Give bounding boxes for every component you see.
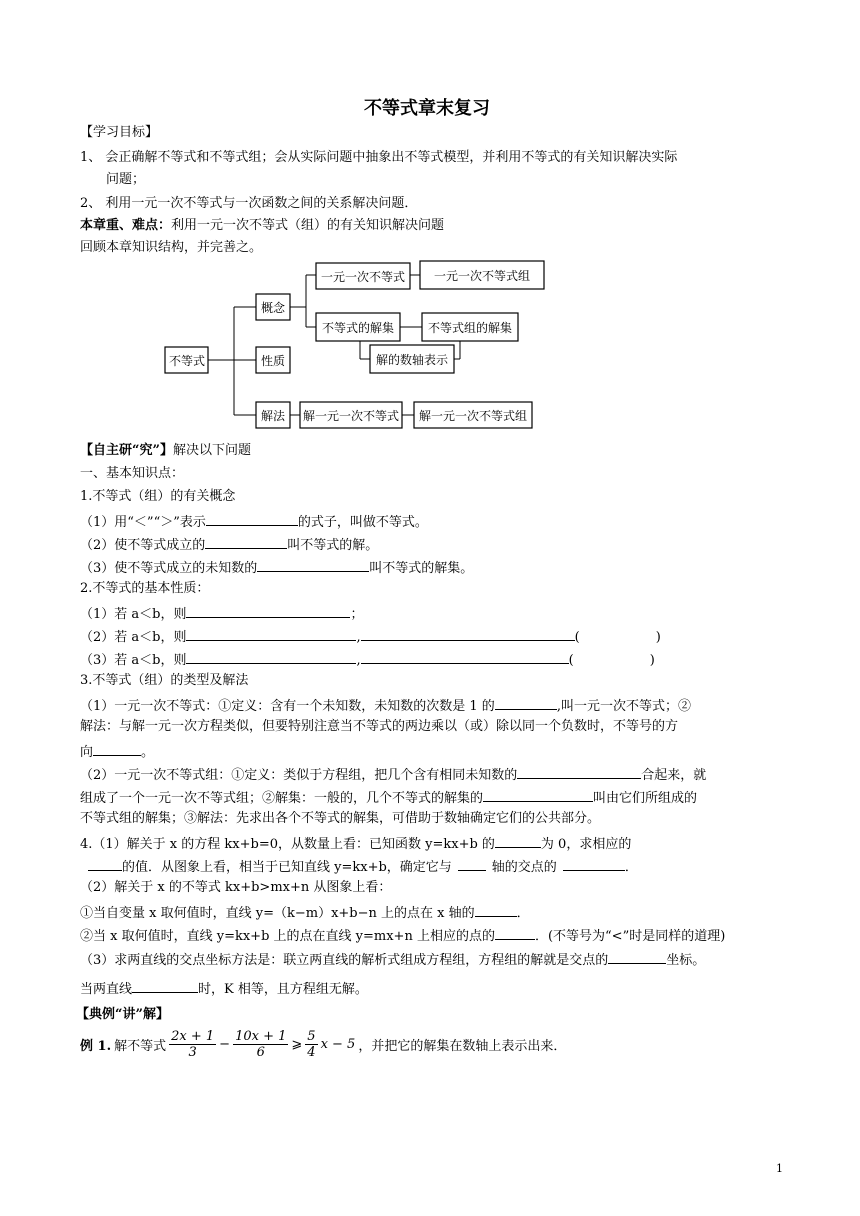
s3-2-line-1 [80, 764, 706, 785]
diagram-root: 不等式 [168, 354, 206, 368]
fraction-3-numerator: 5 [307, 1029, 316, 1044]
page-title: 不等式章末复习 [364, 98, 490, 119]
s4-line-2 [88, 856, 638, 877]
blank[interactable] [608, 949, 666, 964]
s2-item-1 [80, 603, 364, 624]
s1-item-2 [80, 534, 378, 555]
blank[interactable] [458, 856, 486, 871]
diagram-solution-set: 不等式的解集 [321, 321, 395, 335]
s3-1-line-1-a: （1）一元一次不等式：①定义：含有一个未知数，未知数的次数是 1 的 [80, 699, 495, 714]
s2-item-3-rparen: ) [649, 653, 655, 668]
s1-item-3-a: （3）使不等式成立的未知数的 [80, 561, 258, 576]
s2-item-2-lparen: ( [574, 630, 580, 645]
example-1 [80, 1029, 566, 1060]
key-points [80, 217, 444, 235]
s4-line-1-b: 为 0，求相应的 [540, 837, 632, 852]
blank[interactable] [563, 856, 625, 871]
s4-3 [80, 949, 705, 970]
s1-item-3 [80, 557, 473, 578]
s2-item-3-a: （3）若 a＜b，则 [80, 653, 187, 668]
diagram-property: 性质 [260, 354, 286, 368]
diagram-solve-sys: 解一元一次不等式组 [418, 409, 528, 423]
self-study-header [80, 442, 251, 460]
fraction-2-numerator: 10x + 1 [235, 1029, 287, 1044]
s1-item-2-a: （2）使不等式成立的 [80, 538, 206, 553]
fraction-1-numerator: 2x + 1 [171, 1029, 215, 1044]
section-2-heading: 2.不等式的基本性质： [80, 581, 210, 596]
blank[interactable] [495, 833, 541, 848]
s2-item-2-rparen: ) [655, 630, 661, 645]
s1-item-2-b: 叫不等式的解。 [287, 538, 379, 553]
minus-sign: − [219, 1037, 231, 1052]
page-number: 1 [776, 1162, 783, 1175]
blank[interactable] [257, 557, 369, 572]
example-1-pre: 解不等式 [114, 1039, 167, 1054]
blank[interactable] [93, 741, 141, 756]
s3-2-line-2 [80, 787, 697, 808]
diagram-ineq1: 一元一次不等式 [320, 270, 406, 284]
goal-1-line-1: 1、 会正确解不等式和不等式组；会从实际问题中抽象出不等式模型，并利用不等式的有关知识解决实际 [80, 150, 678, 165]
s3-2-line-1-b: 合起来，就 [641, 768, 707, 783]
s3-1-line-2: 解法：与解一元一次方程类似，但要特别注意当不等式的两边乘以（或）除以同一个负数时，不等号的方 [80, 719, 679, 734]
s3-2-line-3: 不等式组的解集；③解法：先求出各个不等式的解集，可借助于数轴确定它们的公共部分。 [80, 811, 601, 826]
s4-2-heading: （2）解关于 x 的不等式 kx+b>mx+n 从图象上看： [80, 880, 392, 895]
blank[interactable] [495, 695, 557, 710]
diagram-numberline: 解的数轴表示 [375, 353, 449, 367]
s2-item-3-lparen: ( [568, 653, 574, 668]
s4-2-item-1 [80, 902, 530, 923]
goal-1-line-2: 问题； [106, 172, 146, 187]
s2-item-2 [80, 626, 661, 647]
s2-item-1-b: ； [350, 607, 364, 622]
section-1-heading: 1.不等式（组）的有关概念 [80, 489, 236, 504]
goal-2: 2、 利用一元一次不等式与一次函数之间的关系解决问题． [80, 196, 418, 211]
s3-1-line-3 [80, 741, 154, 762]
example-1-label: 例 1. [80, 1039, 112, 1054]
self-study-title: 【自主研“究”】 [80, 443, 173, 458]
s4-line-2-c: ． [624, 860, 638, 875]
s2-item-3 [80, 649, 655, 670]
fraction-3-denominator: 4 [307, 1045, 316, 1060]
s2-item-1-a: （1）若 a＜b，则 [80, 607, 187, 622]
s4-2-item-2-a: ②当 x 取何值时，直线 y=kx+b 上的点在直线 y=mx+n 上相应的点的 [80, 929, 495, 944]
s3-1-line-3-a: 向 [80, 745, 94, 760]
diagram-concept: 概念 [260, 301, 286, 315]
s4-line-1 [80, 833, 631, 854]
s1-item-3-b: 叫不等式的解集。 [369, 561, 474, 576]
goals-header: 【学习目标】 [80, 125, 159, 140]
examples-header: 【典例“讲”解】 [76, 1007, 169, 1022]
blank[interactable] [205, 534, 287, 549]
s2-item-3-comma: , [356, 653, 361, 668]
s4-3-b: 坐标。 [666, 953, 706, 968]
diagram-ineq-sys: 一元一次不等式组 [433, 269, 531, 283]
key-points-text: 利用一元一次不等式（组）的有关知识解决问题 [171, 218, 445, 233]
blank[interactable] [517, 764, 641, 779]
blank[interactable] [186, 649, 356, 664]
fraction-3 [305, 1029, 317, 1060]
knowledge-structure-diagram [160, 255, 560, 440]
s4-line-2-a: 的值．从图象上看，相当于已知直线 y=kx+b，确定它与 [122, 860, 452, 875]
s4-2-item-2-b: ．(不等号为“<”时是同样的道理) [534, 929, 726, 944]
blank[interactable] [483, 787, 593, 802]
s4-4 [80, 978, 368, 999]
s2-item-2-comma: , [356, 630, 361, 645]
geq-sign: ⩾ [291, 1037, 303, 1052]
fraction-2 [233, 1029, 288, 1060]
s3-1-line-1 [80, 695, 691, 716]
review-text: 回顾本章知识结构，并完善之。 [80, 240, 263, 255]
s3-2-line-2-b: 叫由它们所组成的 [593, 791, 698, 806]
section-3-heading: 3.不等式（组）的类型及解法 [80, 673, 249, 688]
key-points-label: 本章重、难点： [80, 218, 172, 233]
fraction-1 [169, 1029, 216, 1060]
s1-item-1-b: 的式子，叫做不等式。 [297, 515, 428, 530]
blank[interactable] [186, 603, 350, 618]
blank[interactable] [361, 649, 569, 664]
s4-3-a: （3）求两直线的交点坐标方法是：联立两直线的解析式组成方程组，方程组的解就是交点的 [80, 953, 609, 968]
s2-item-2-a: （2）若 a＜b，则 [80, 630, 187, 645]
s4-line-2-b: 轴的交点的 [491, 860, 557, 875]
diagram-sys-solution-set: 不等式组的解集 [427, 321, 513, 335]
s3-2-line-2-a: 组成了一个一元一次不等式组；②解集：一般的，几个不等式的解集的 [80, 791, 484, 806]
s4-2-item-1-b: ． [516, 906, 530, 921]
s4-line-1-a: 4.（1）解关于 x 的方程 kx+b=0，从数量上看：已知函数 y=kx+b 的 [80, 837, 495, 852]
s1-item-1-a: （1）用“＜”“＞”表示 [80, 515, 206, 530]
s1-item-1 [80, 511, 428, 532]
blank[interactable] [88, 856, 122, 871]
s4-4-a: 当两直线 [80, 982, 133, 997]
blank[interactable] [495, 925, 535, 940]
rhs-tail: x − 5 [320, 1037, 356, 1052]
s3-2-line-1-a: （2）一元一次不等式组：①定义：类似于方程组，把几个含有相同未知数的 [80, 768, 518, 783]
blank[interactable] [475, 902, 517, 917]
diagram-method: 解法 [260, 409, 286, 423]
s3-1-line-3-b: 。 [141, 745, 155, 760]
s4-2-item-2 [80, 925, 725, 946]
s4-2-item-1-a: ①当自变量 x 取何值时，直线 y=（k−m）x+b−n 上的点在 x 轴的 [80, 906, 475, 921]
blank[interactable] [206, 511, 298, 526]
fraction-2-denominator: 6 [256, 1045, 265, 1060]
example-1-post: ，并把它的解集在数轴上表示出来． [358, 1039, 567, 1054]
basic-heading: 一、基本知识点： [80, 466, 185, 481]
self-study-tail: 解决以下问题 [172, 443, 251, 458]
blank[interactable] [186, 626, 356, 641]
s4-4-b: 时，K 相等，且方程组无解。 [198, 982, 368, 997]
diagram-solve1: 解一元一次不等式 [302, 409, 400, 423]
blank[interactable] [132, 978, 198, 993]
blank[interactable] [361, 626, 575, 641]
fraction-1-denominator: 3 [188, 1045, 197, 1060]
s3-1-line-1-b: ,叫一元一次不等式；② [556, 699, 691, 714]
